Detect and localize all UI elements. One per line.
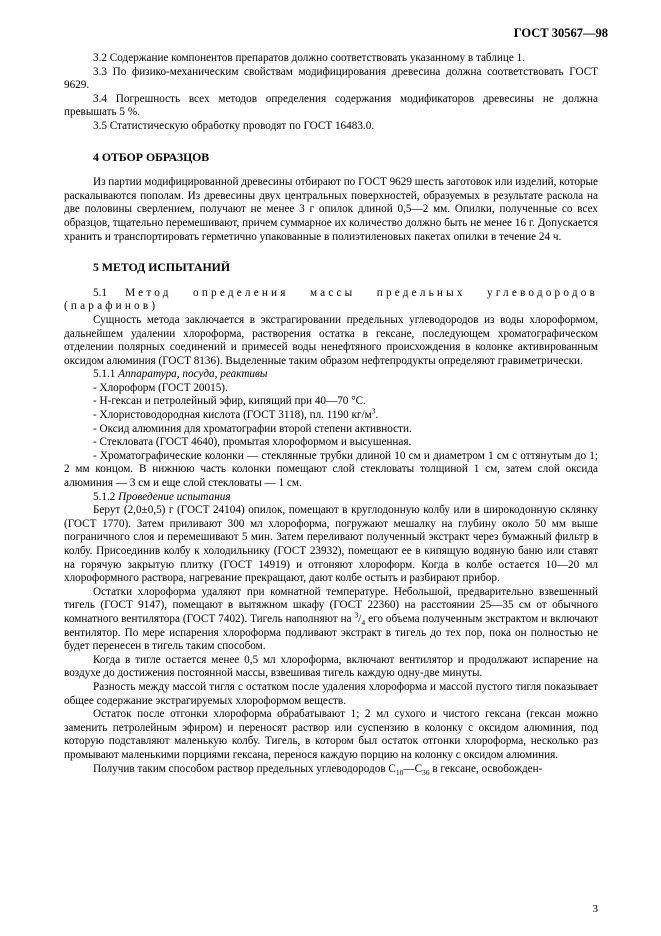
fraction-denominator: 4 — [361, 618, 366, 628]
paragraph-3-5: 3.5 Статистическую обработку проводят по ГОСТ 16483.0. — [93, 119, 375, 132]
clause-5-1-1-title — [64, 368, 598, 382]
document-header: ГОСТ 30567—98 — [513, 26, 608, 40]
procedure-paragraph-1: Берут (2,0±0,5) г (ГОСТ 24104) опилок, помещают в круглодонную колбу или в широкодонную склянку (ГОСТ 1770). Затем приливают 300 мл хлороформа, погружают мешалку на глубину около 50 мм выше пограничного слоя и перемешивают 5 мин. Затем переливают полученный экстракт через бумажный фильтр в колбу. Присоединив колбу к холодильнику (ГОСТ 23932), помещают ее в кипящую водяную баню или ставят на горячую закрытую плитку (ГОСТ 14919) и отгоняют хлороформ. Когда в колбе остается 10—20 мл хлороформного раствора, нагревание прекращают, дают колбе остыть и разбирают прибор. — [64, 504, 598, 585]
section-5-heading: 5 МЕТОД ИСПЫТАНИЙ — [93, 260, 231, 275]
procedure-paragraph-6 — [64, 763, 598, 777]
procedure-paragraph-2-end: его объема полученным экстрактом и включают вентилятор. По мере испарения хлороформа подливают экстракт в тигель до тех пор, пока он полностью не будет перенесен в тигель таким способом. — [64, 612, 599, 653]
procedure-paragraph-3: Когда в тигле остается менее 0,5 мл хлороформа, включают вентилятор и продолжают испарение на воздухе до достижения постоянной массы, взвешивая тигель каждую одну-две минуты. — [64, 653, 598, 680]
procedure-paragraph-6-start: Получив таким способом раствор предельных углеводородов C — [93, 762, 396, 775]
unit-superscript: 3 — [371, 406, 376, 416]
list-item: - Хлороформ (ГОСТ 20015). — [93, 381, 228, 394]
section-4-text: Из партии модифицированной древесины отбирают по ГОСТ 9629 шесть заготовок или изделий, которые раскалываются пополам. Из древесины двух центральных поверхностей, образуемых в результате раскола на две половины сверлением, получают не менее 3 г опилок длиной 0,5—2 мм. Опилки, полученные со всех образцов, тщательно перемешивают, причем суммарное их количество должно быть не менее 16 г. Допускается хранить и транспортировать герметично упакованные в полиэтиленовых пакетах опилки в течение 24 ч. — [64, 176, 598, 243]
procedure-paragraph-2 — [64, 586, 598, 654]
paragraph-3-2: 3.2 Содержание компонентов препаратов должно соответствовать указанному в таблице 1. — [93, 52, 526, 64]
clause-5-1-1-number: 5.1.1 — [93, 368, 116, 381]
document-body — [64, 52, 598, 776]
formula-dash: —C — [403, 762, 423, 775]
clause-5-1-2-name: Проведение испытания — [118, 490, 231, 503]
clause-5-1-1-name: Аппаратура, посуда, реактивы — [118, 368, 268, 381]
list-item: - Н-гексан и петролейный эфир, кипящий при 40—70 °С. — [93, 395, 366, 408]
section-4-heading: 4 ОТБОР ОБРАЗЦОВ — [93, 149, 210, 164]
clause-5-1-number: 5.1 — [93, 286, 107, 299]
clause-5-1-name: Метод определения массы предельных углеводородов (парафинов) — [64, 286, 598, 313]
clause-5-1-2-number: 5.1.2 — [93, 490, 116, 503]
list-item — [64, 406, 598, 423]
procedure-paragraph-2-start: Остатки хлороформа удаляют при комнатной температуре. Небольшой, предварительно взвешенный тигель (ГОСТ 9147), помещают в вытяжном шкафу (ГОСТ 22360) на расстоянии 25—35 см от обычного комнатного вентилятора (ГОСТ 7402). Тигель наполняют на — [64, 585, 598, 625]
list-item-end: . — [375, 409, 379, 422]
fraction-slash: / — [358, 612, 362, 625]
clause-5-1-title — [64, 287, 598, 314]
procedure-paragraph-4: Разность между массой тигля с остатком после удаления хлороформа и массой пустого тигля показывает общее содержание экстрагируемых хлороформом веществ. — [64, 680, 598, 707]
paragraph-3-3: 3.3 По физико-механическим свойствам модифицирования древесина должна соответствовать ГОСТ 9629. — [64, 65, 598, 92]
procedure-paragraph-5: Остаток после отгонки хлороформа обрабатывают 1; 2 мл сухого и чистого гексана (гексан можно заменить петролейным эфиром) и переносят раствор или суспензию в колонку с оксидом алюминия, под которую подставляют маленькую колбу. Тигель, в котором был остаток отгонки хлороформа, несколько раз промывают маленькими порциями гексана, перенося каждую порцию на колонку с оксидом алюминия. — [64, 708, 598, 761]
list-item: - Оксид алюминия для хроматографии второй степени активности. — [93, 422, 412, 435]
clause-5-1-2-title — [64, 491, 598, 505]
procedure-paragraph-6-end: в гексане, освобожден- — [432, 762, 543, 775]
page-number: 3 — [592, 903, 598, 915]
paragraph-3-4: 3.4 Погрешность всех методов определения содержания модификаторов древесины не должна превышать 5 %. — [64, 92, 598, 119]
clause-5-1-text: Сущность метода заключается в экстрагировании предельных углеводородов из воды хлороформом, дальнейшем удалении хлороформа, растворения остатка в гексане, последующем хроматографическом отделении полярных соединений и примесей воды ненефтяного происхождения в колонке активированным оксидом алюминия (ГОСТ 8136). Выделенные таким образом нефтепродукты определяют гравиметрически. — [64, 313, 598, 367]
carbon-subscript-10: 10 — [395, 767, 404, 777]
list-item-text: - Хлористоводородная кислота (ГОСТ 3118), пл. 1190 кг/м — [93, 409, 372, 422]
fraction-numerator: 3 — [354, 610, 359, 620]
list-item: - Стекловата (ГОСТ 4640), промытая хлороформом и высушенная. — [93, 436, 412, 449]
carbon-subscript-36: 36 — [422, 767, 430, 777]
list-item: - Хроматографические колонки — стеклянные трубки длиной 10 см и диаметром 1 см с оттянутым до 1; 2 мм концом. В нижнюю часть колонки помещают слой стекловаты толщиной 1 см, затем слой оксида алюминия — 3 см и еще слой стекловаты — 1 см. — [64, 449, 598, 490]
